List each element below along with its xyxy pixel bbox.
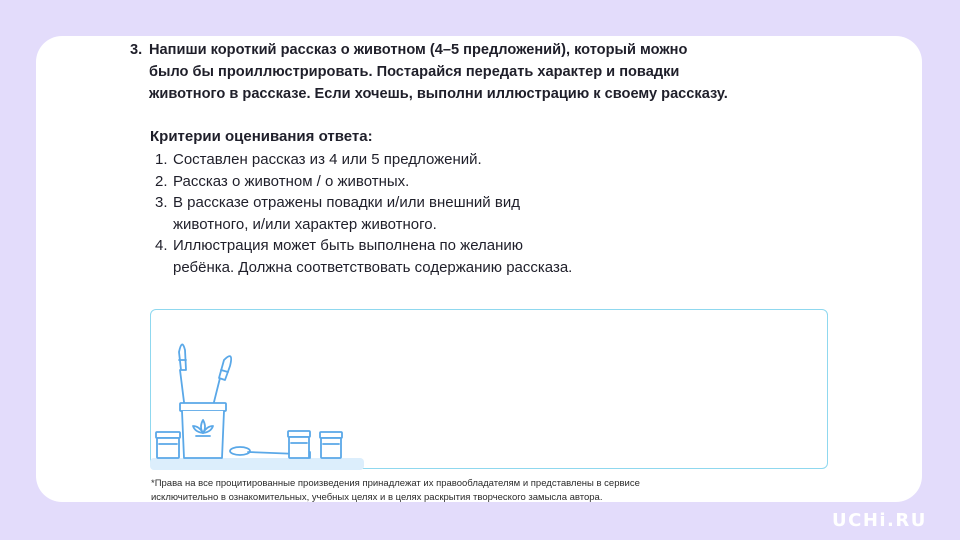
task-line-3: животного в рассказе. Если хочешь, выполни иллюстрацию к своему рассказу. xyxy=(149,86,728,102)
uchi-logo: UCHi.RU xyxy=(832,510,927,531)
task-text xyxy=(130,39,850,105)
criteria-item xyxy=(150,149,670,171)
criteria-item-text: Рассказ о животном / о животных. xyxy=(173,172,410,190)
criteria-item xyxy=(150,171,670,193)
criteria-item-text: Иллюстрация может быть выполнена по желанию ребёнка. Должна соответствовать содержанию рассказа. xyxy=(173,237,573,276)
paint-jar-icon xyxy=(320,432,342,458)
copyright-footnote xyxy=(151,477,791,504)
footnote-line-2: исключительно в ознакомительных, учебных целях и в целях раскрытия творческого замысла автора. xyxy=(151,491,603,503)
task-line-2: было бы проиллюстрировать. Постарайся передать характер и повадки xyxy=(149,64,680,80)
criteria-item-text: Составлен рассказ из 4 или 5 предложений. xyxy=(173,151,482,168)
shelf xyxy=(150,458,364,470)
paint-jar-icon xyxy=(180,403,226,458)
criteria-item xyxy=(150,235,670,278)
criteria-item-text: В рассказе отражены повадки и/или внешний вид животного, и/или характер животного. xyxy=(173,194,520,233)
criteria-list xyxy=(150,149,670,278)
criteria-item-number: 1. xyxy=(155,151,168,168)
criteria-item-number: 3. xyxy=(155,194,168,211)
paint-jar-icon xyxy=(156,432,180,458)
criteria-item xyxy=(150,192,670,235)
paint-jar-icon xyxy=(288,431,310,458)
footnote-line-1: *Права на все процитированные произведения принадлежат их правообладателям и представлены в сервисе xyxy=(151,478,640,489)
task-line-1: Напиши короткий рассказ о животном (4–5 предложений), который можно xyxy=(149,42,688,58)
task-number: 3. xyxy=(130,42,143,58)
criteria-title: Критерии оценивания ответа: xyxy=(150,128,373,145)
art-supplies-illustration xyxy=(148,330,368,475)
criteria-item-number: 2. xyxy=(155,172,168,190)
criteria-item-number: 4. xyxy=(155,237,168,254)
